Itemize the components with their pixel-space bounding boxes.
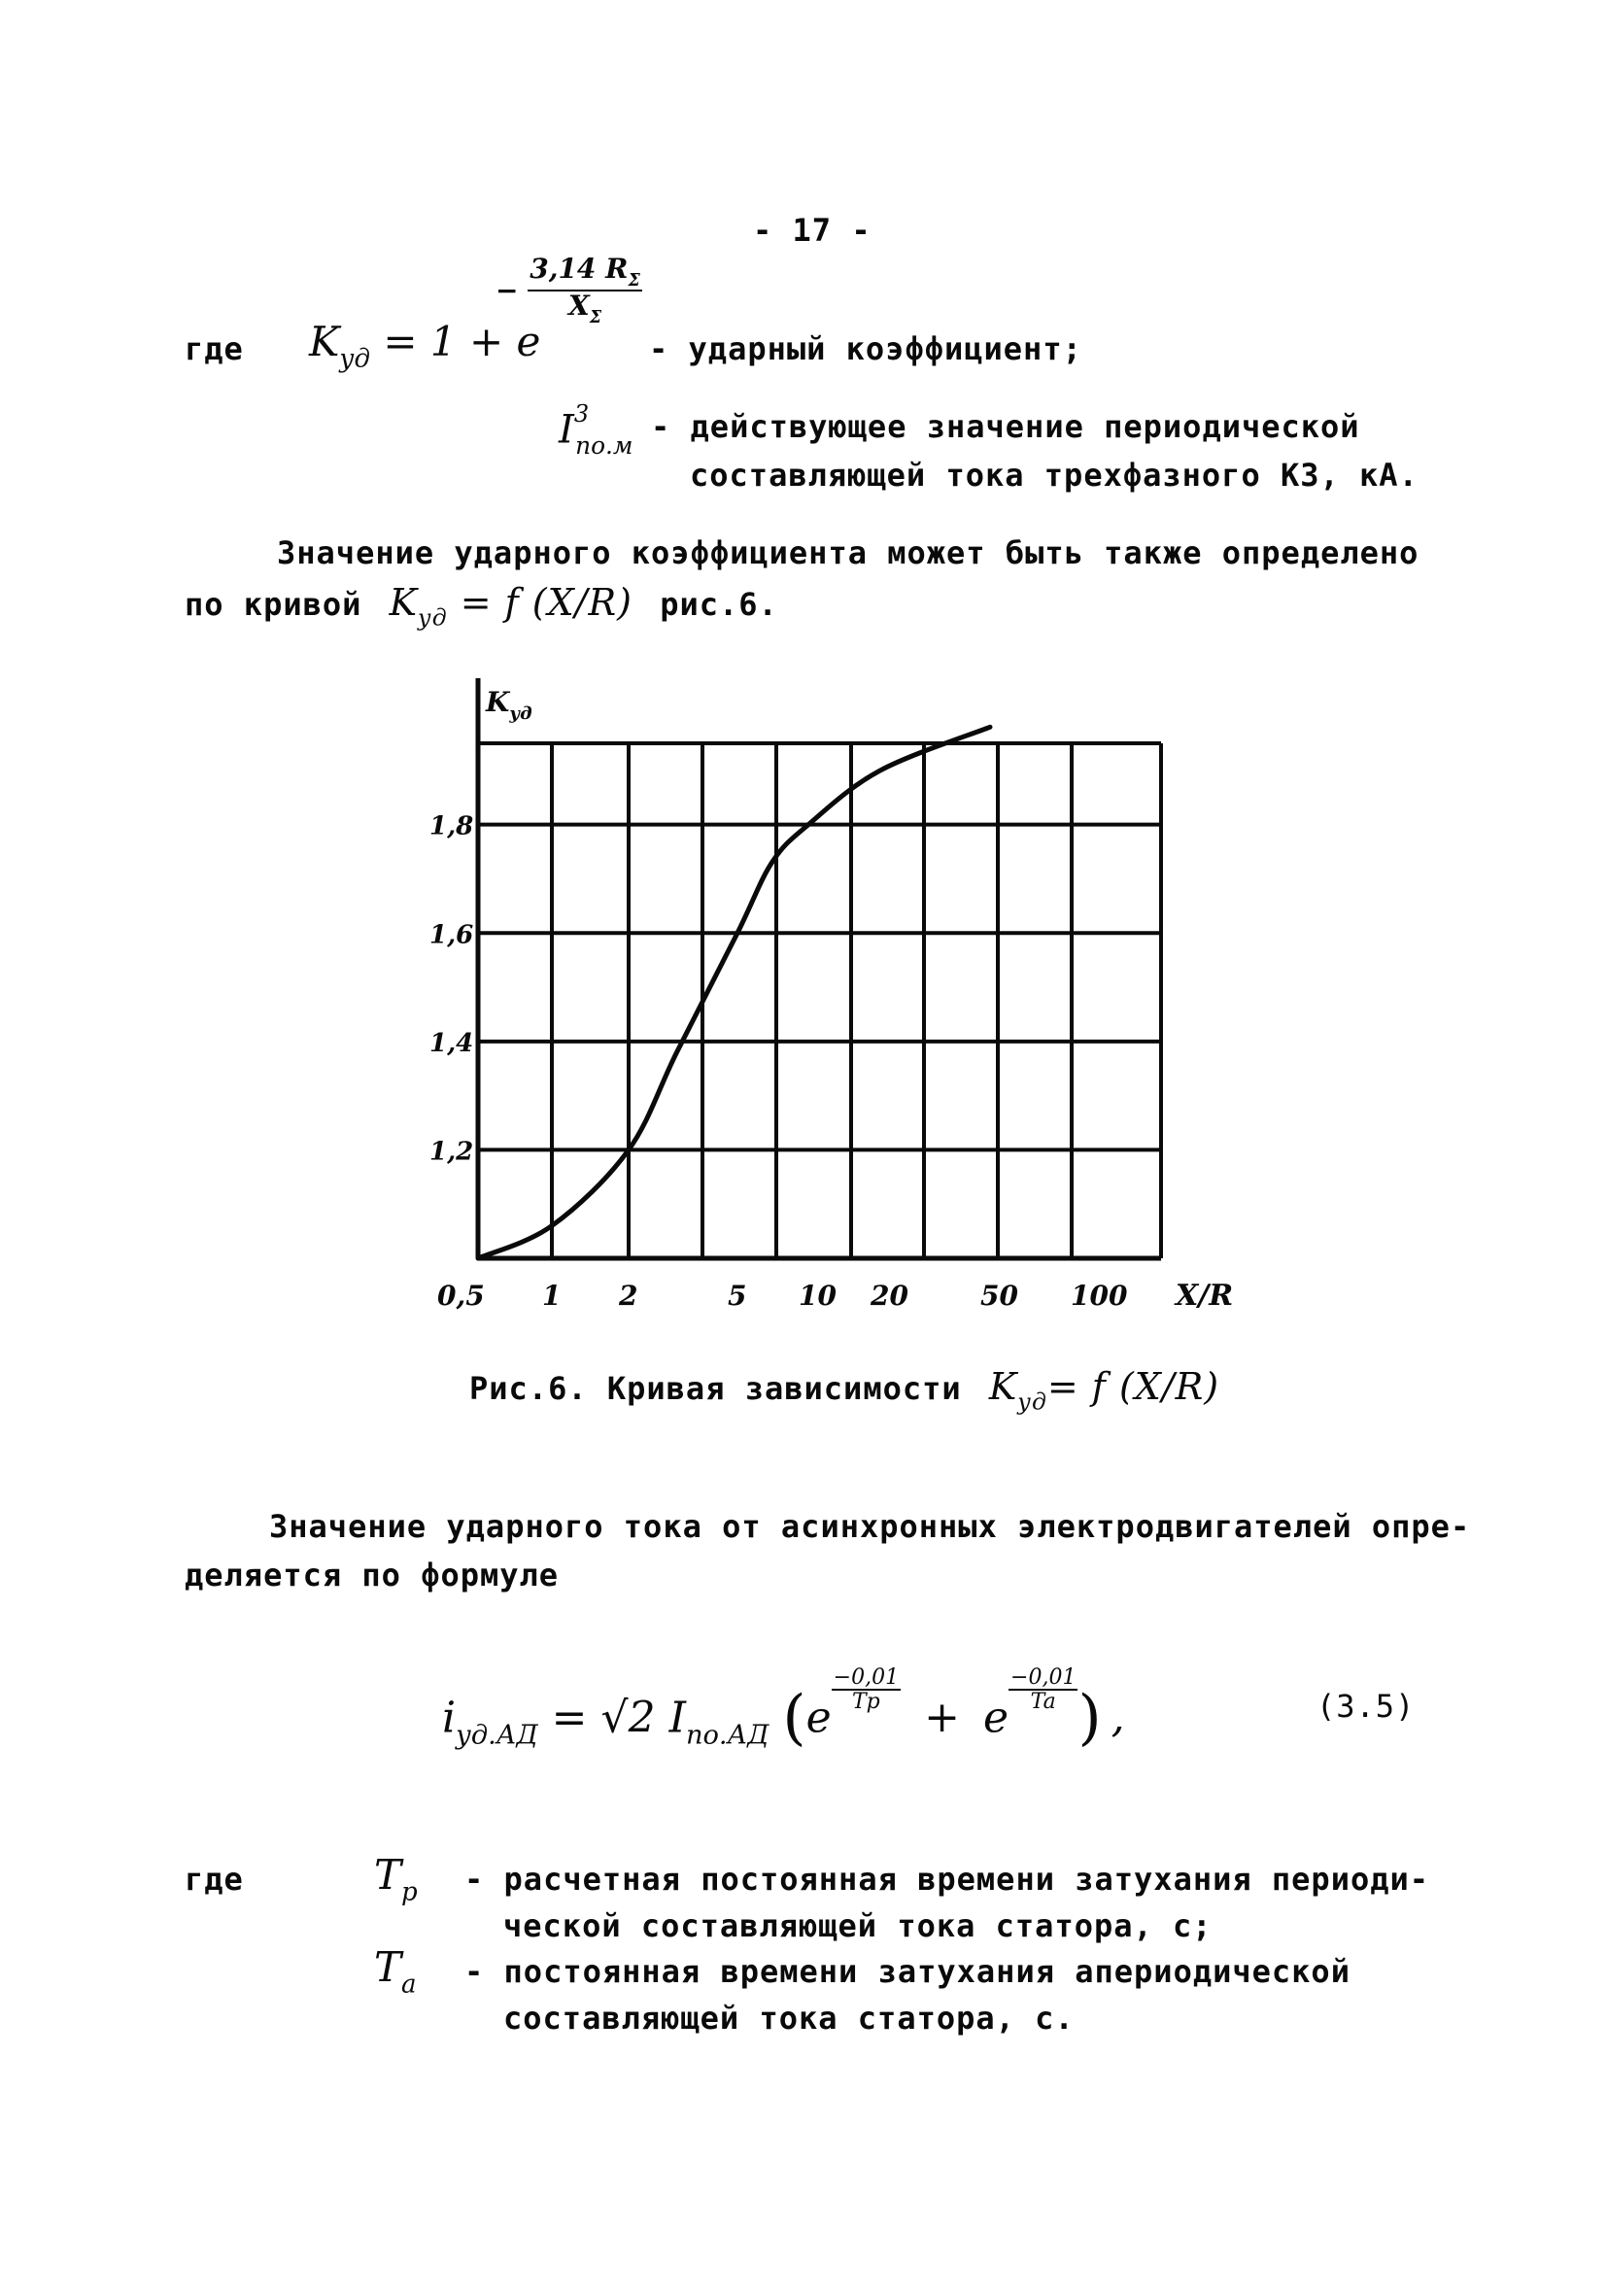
kud-formula: $K_{уд} = 1 + e$	[309, 318, 541, 374]
ipo-description-line1: - действующее значение периодической	[651, 408, 1360, 445]
x-tick-label: 20	[871, 1280, 908, 1312]
x-axis-label: X/R	[1176, 1279, 1234, 1313]
x-tick-label: 100	[1071, 1280, 1128, 1312]
paragraph-1-line2: по кривой $K_{уд} = f$ (X/R) рис.6.	[185, 581, 778, 632]
ta-description-line1: - постоянная времени затухания апериодической	[464, 1953, 1351, 1990]
y-tick-label: 1,4	[429, 1028, 474, 1058]
y-axis-label: $K_{уд}$	[486, 686, 532, 724]
where-label-2: где	[185, 1861, 244, 1898]
tp-description-line1: - расчетная постоянная времени затухания периоди-	[464, 1861, 1430, 1898]
x-tick-label: 10	[799, 1280, 837, 1312]
x-tick-label: 1	[542, 1280, 562, 1312]
x-tick-labels	[437, 1280, 1128, 1312]
kud-description: - ударный коэффициент;	[649, 330, 1082, 367]
y-tick-labels	[429, 812, 473, 1167]
y-tick-label: 1,2	[429, 1137, 474, 1167]
x-tick-label: 5	[728, 1280, 747, 1312]
formula-3-5: $i_{уд.АД} = √2$ $I_{по.АД}$ (e $\frac{-0,01}{Tp}$ + e $\frac{-0,01}{Ta}$ ) ,	[442, 1665, 1125, 1753]
kud-exponent: − $\frac{3,14 R_\Sigma}{X_\Sigma}$	[496, 253, 640, 327]
tp-symbol: $T_р$	[374, 1851, 418, 1907]
kud-chart	[408, 670, 1282, 1331]
x-tick-label: 2	[619, 1280, 638, 1312]
equation-number: (3.5)	[1316, 1688, 1416, 1725]
y-axis-label-subscript: уд	[509, 703, 532, 724]
chart-grid	[478, 743, 1161, 1258]
inline-formula: $K_{уд} = f$ (X/R)	[389, 581, 633, 632]
page-number: - 17 -	[753, 212, 872, 249]
y-tick-label: 1,8	[429, 811, 474, 841]
ta-description-line2: составляющей тока статора, с.	[503, 2000, 1075, 2037]
paragraph-1-line1: Значение ударного коэффициента может быть также определено	[277, 534, 1419, 571]
ipo-description-line2: составляющей тока трехфазного КЗ, кА.	[690, 457, 1419, 494]
x-tick-label: 0,5	[437, 1280, 485, 1312]
where-label: где	[185, 330, 244, 367]
y-tick-label: 1,6	[429, 920, 474, 950]
x-tick-label: 50	[980, 1280, 1018, 1312]
tp-description-line2: ческой составляющей тока статора, с;	[503, 1907, 1213, 1944]
ipo-symbol: $I^3_{по.м}$	[559, 400, 633, 460]
paragraph-2-line1: Значение ударного тока от асинхронных электродвигателей опре-	[269, 1508, 1471, 1545]
chart-axes	[478, 678, 1161, 1258]
paragraph-2-line2: деляется по формуле	[185, 1557, 560, 1593]
figure-caption: Рис.6. Кривая зависимости $K_{уд}= f$ (X/R)	[469, 1365, 1220, 1416]
kud-curve	[478, 727, 990, 1258]
ta-symbol: $T_а$	[374, 1943, 417, 2000]
